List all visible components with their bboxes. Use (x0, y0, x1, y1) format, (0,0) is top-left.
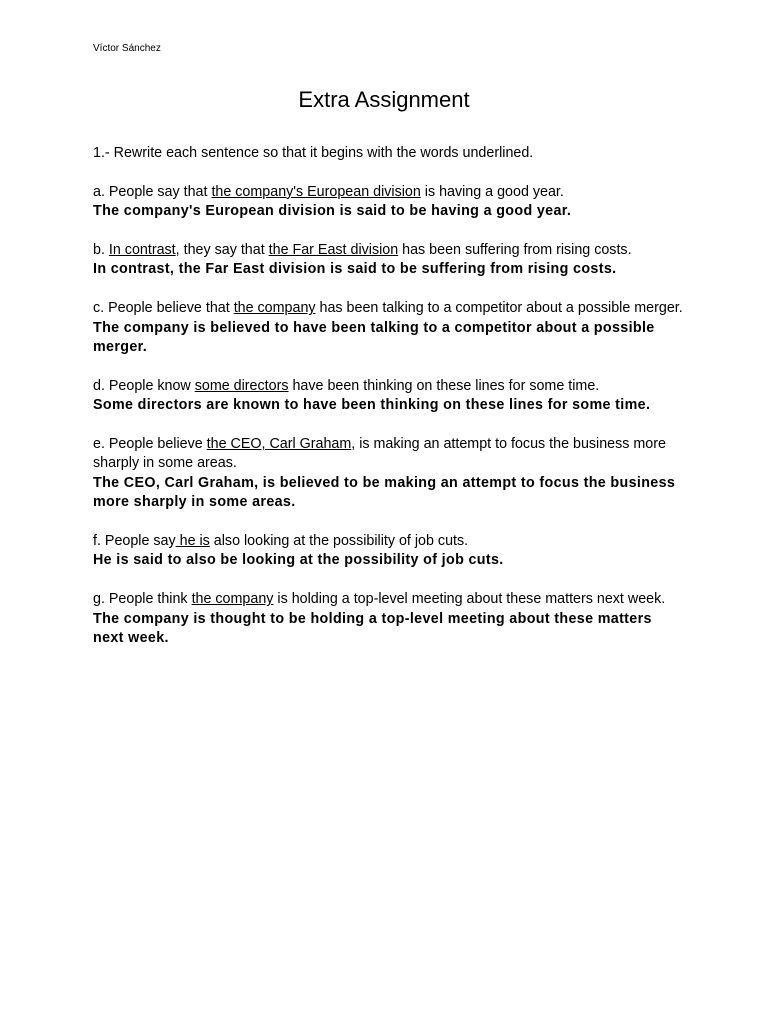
exercise-prompt (93, 377, 683, 396)
prompt-text: e. People believe (93, 436, 207, 453)
underlined-phrase: the company's European division (211, 183, 421, 200)
exercise-answer: Some directors are known to have been thinking on these lines for some time. (93, 397, 651, 414)
exercise-prompt (93, 435, 683, 474)
exercise-item-a (93, 183, 683, 222)
exercise-answer: The company is believed to have been talking to a competitor about a possible merger. (93, 319, 655, 356)
underlined-phrase: he is (175, 533, 210, 550)
underlined-phrase: the Far East division (268, 242, 399, 258)
prompt-text: d. People know (93, 377, 195, 394)
underlined-phrase: some directors (194, 377, 289, 394)
exercise-answer: The company is thought to be holding a top-level meeting about these matters next week. (93, 610, 652, 647)
underlined-phrase: the company (233, 300, 316, 317)
prompt-text: , is making an attempt to focus the business more sharply in some areas. (93, 436, 666, 472)
exercise-answer: The CEO, Carl Graham, is believed to be making an attempt to focus the business more sharply in some areas. (93, 474, 676, 511)
prompt-text: b. (93, 242, 109, 258)
underlined-phrase: the CEO, Carl Graham (206, 436, 352, 453)
exercise-item-c (93, 299, 683, 357)
exercise-answer: In contrast, the Far East division is said to be suffering from rising costs. (93, 261, 617, 278)
prompt-text: have been thinking on these lines for some time. (288, 377, 600, 394)
exercise-item-g (93, 590, 683, 648)
exercise-answer: He is said to also be looking at the possibility of job cuts. (93, 552, 504, 569)
prompt-text: has been suffering from rising costs. (398, 242, 632, 258)
underlined-phrase: In contrast (108, 242, 176, 258)
exercise-item-d (93, 377, 683, 416)
exercise-prompt (93, 241, 683, 260)
prompt-text: f. People say (93, 533, 176, 550)
prompt-text: c. People believe that (93, 300, 234, 317)
author-name: Víctor Sánchez (93, 43, 161, 54)
exercise-item-e (93, 435, 683, 513)
exercise-item-f (93, 532, 683, 571)
exercise-prompt (93, 532, 683, 551)
prompt-text: is having a good year. (420, 183, 564, 200)
exercise-answer: The company's European division is said to be having a good year. (93, 203, 572, 220)
underlined-phrase: the company (191, 591, 274, 608)
instruction-text: 1.- Rewrite each sentence so that it begins with the words underlined. (93, 145, 534, 161)
prompt-text: also looking at the possibility of job cuts. (209, 533, 469, 550)
prompt-text: has been talking to a competitor about a possible merger. (315, 300, 683, 317)
exercise-prompt (93, 590, 683, 609)
page-title: Extra Assignment (298, 87, 470, 112)
prompt-text: a. People say that (93, 183, 212, 200)
prompt-text: g. People think (93, 591, 192, 608)
assignment-content (93, 144, 683, 668)
prompt-text: , they say that (175, 242, 269, 258)
exercise-prompt (93, 183, 683, 202)
exercise-item-b (93, 241, 683, 280)
prompt-text: is holding a top-level meeting about these matters next week. (273, 591, 666, 608)
exercise-prompt (93, 299, 683, 318)
